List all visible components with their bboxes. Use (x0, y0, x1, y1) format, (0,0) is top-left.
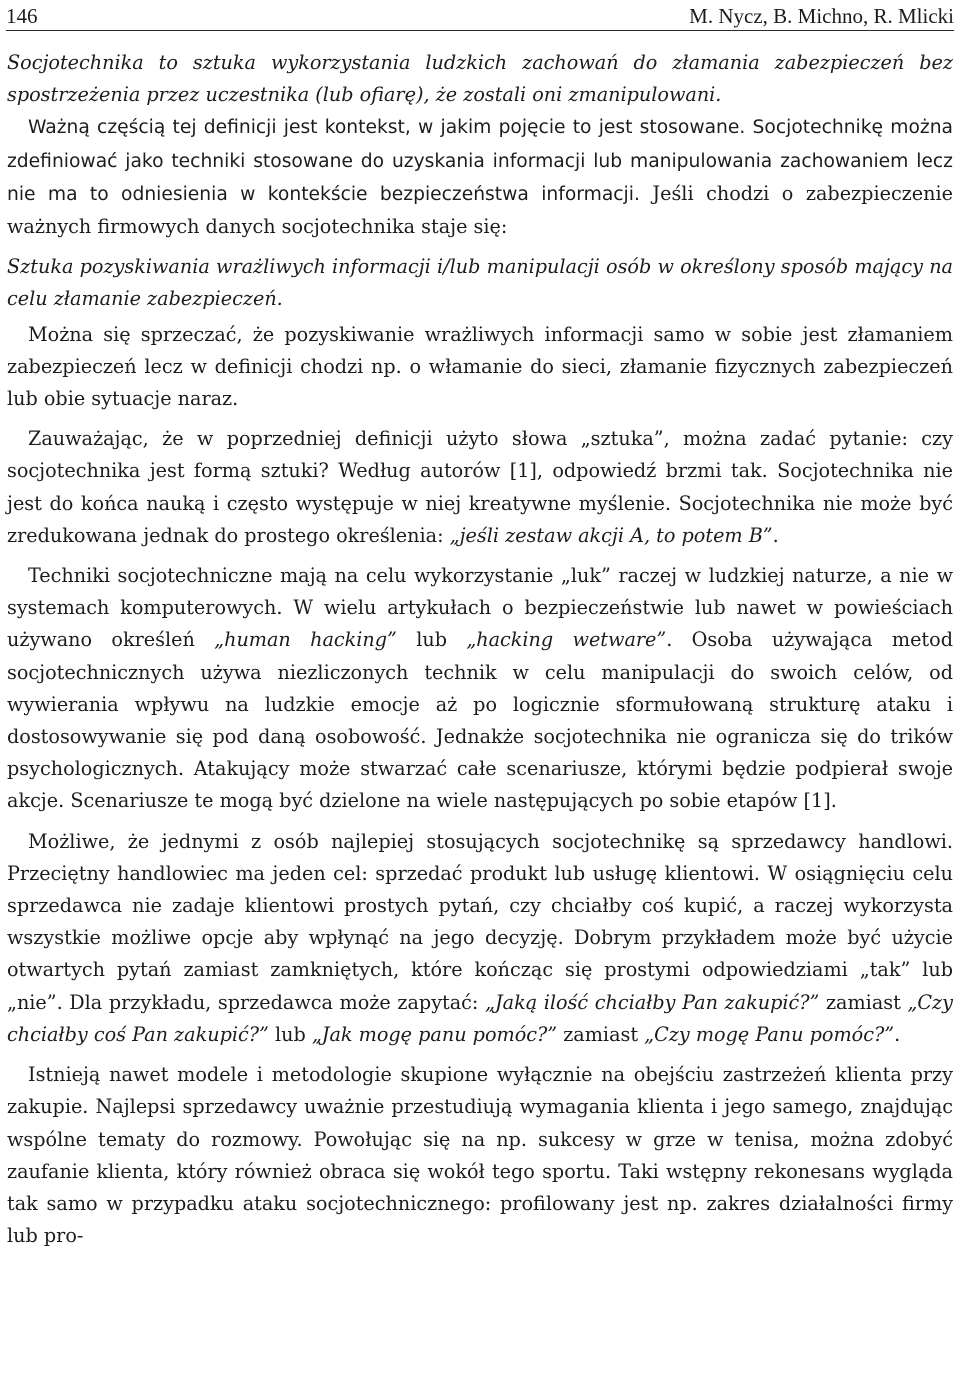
paragraph-context-tail: Jeśli chodzi o zabezpieczenie ważnych firmowych danych socjotechnika staje się: (7, 181, 954, 239)
paragraph-argument: Można się sprzeczać, że pozyskiwanie wrażliwych informacji samo w sobie jest złamaniem zabezpieczeń lecz w definicji chodzi np. o włamanie do sieci, złamanie fizycznych zabezpieczeń lub obie sytuacje naraz. (7, 322, 953, 411)
definition-quote-2: Sztuka pozyskiwania wrażliwych informacji i/lub manipulacji osób w określony sposób mający na celu złamanie zabezpieczeń. (7, 255, 953, 311)
paragraph-salespeople: Możliwe, że jednymi z osób najlepiej stosujących socjotechnikę są sprzedawcy handlowi. Przeciętny handlowiec ma jeden cel: sprzedać produkt lub usługę klientowi. W osiągnięciu celu sprzedawca nie zadaje klientowi prostych pytań, czy chciałby coś kupić, a raczej wykorzysta wszystkie możliwe opcje aby wpłynąć na jego decyzję. Dobrym przykładem może być użycie otwartych pytań zamiast zamkniętych, które kończąc się prostymi odpowiedziami „tak” lub „nie”. Dla przykładu, sprzedawca może zapytać: „Jaką ilość chciałby Pan zakupić?” zamiast „Czy chciałby coś Pan zakupić?” lub „Jak mogę panu pomóc?” zamiast „Czy mogę Panu pomóc?”. (7, 829, 953, 1046)
definition-quote-1: Socjotechnika to sztuka wykorzystania ludzkich zachowań do złamania zabezpieczeń bez spostrzeżenia przez uczestnika (lub ofiarę), że zostali oni zmanipulowani. (7, 51, 953, 107)
body-text (7, 47, 953, 1252)
paragraph-context (7, 111, 953, 243)
page-number: 146 (6, 4, 38, 28)
paragraph-context-lead: Ważną częścią tej definicji jest kontekst, w jakim pojęcie to jest stosowane. Socjotechnikę można zdefiniować jako techniki stosowane do uzyskania informacji lub manipulowania zachowaniem lecz nie ma to odniesienia w kontekście bezpieczeństwa informacji. (7, 117, 953, 205)
paragraph-models: Istnieją nawet modele i metodologie skupione wyłącznie na obejściu zastrzeżeń klienta przy zakupie. Najlepsi sprzedawcy uważnie przestudiują wymagania klienta i jego samego, znajdując wspólne tematy do rozmowy. Powołując się na np. sukcesy w grze w tenisa, można zdobyć zaufanie klienta, który również obraca się wokół tego sportu. Taki wstępny rekonesans wygląda tak samo w przypadku ataku socjotechnicznego: profilowany jest np. zakres działalności firmy lub pro- (7, 1063, 953, 1248)
paragraph-techniques: Techniki socjotechniczne mają na celu wykorzystanie „luk” raczej w ludzkiej naturze, a nie w systemach komputerowych. W wielu artykułach o bezpieczeństwie lub nawet w powieściach używano określeń „human hacking” lub „hacking wetware”. Osoba używająca metod socjotechnicznych używa niezliczonych technik w celu manipulacji do swoich celów, od wywierania wpływu na ludzkie emocje aż po logicznie sformułowaną strukturę ataku i dostosowywanie się pod daną osobowość. Jednakże socjotechnika nie ogranicza się do trików psychologicznych. Atakujący może stwarzać całe scenariusze, którymi będzie podpierał swoje akcje. Scenariusze te mogą być dzielone na wiele następujących po sobie etapów [1]. (7, 564, 953, 813)
page-header (6, 2, 954, 31)
running-head-authors: M. Nycz, B. Michno, R. Mlicki (689, 4, 954, 28)
paragraph-art: Zauważając, że w poprzedniej definicji użyto słowa „sztuka”, można zadać pytanie: czy socjotechnika jest formą sztuki? Według autorów [1], odpowiedź brzmi tak. Socjotechnika nie jest do końca nauką i często występuje w niej kreatywne myślenie. Socjotechnika nie może być zredukowana jednak do prostego określenia: „jeśli zestaw akcji A, to potem B”. (7, 427, 953, 547)
